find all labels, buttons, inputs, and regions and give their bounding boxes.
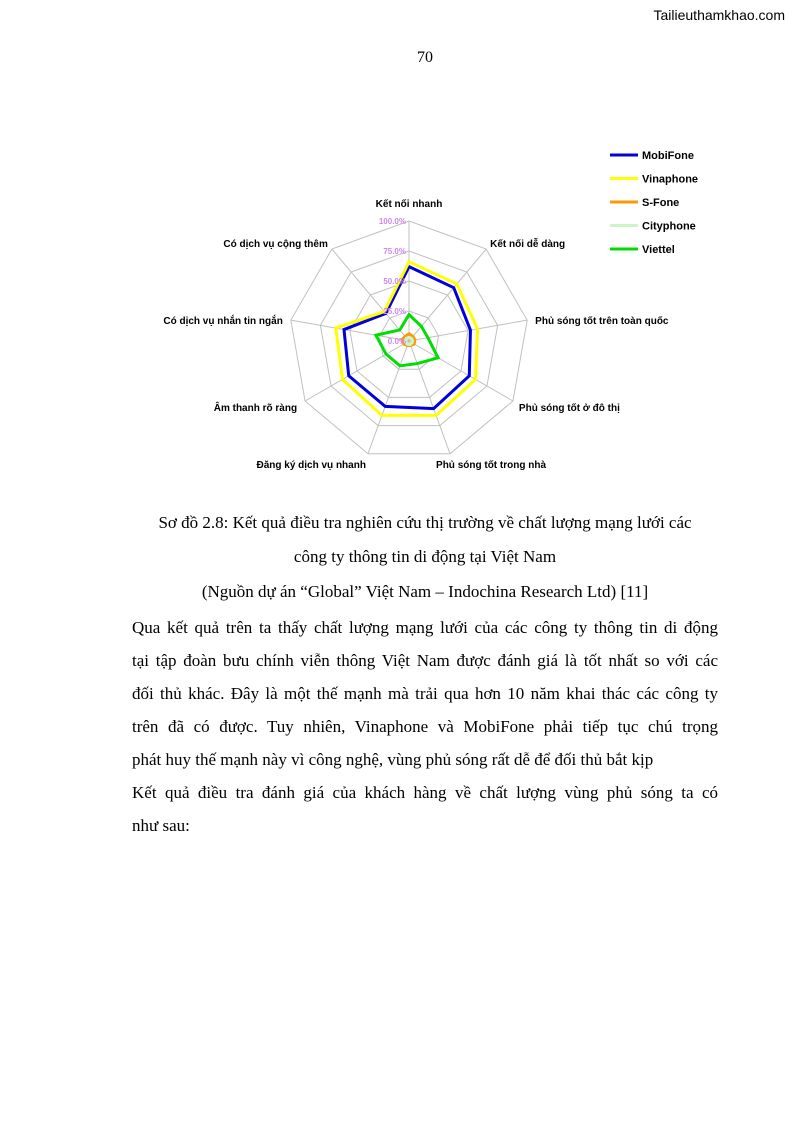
axis-label: Có dịch vụ nhắn tin ngắn: [163, 316, 283, 328]
tick-label: 100.0%: [378, 217, 406, 226]
radar-chart: [140, 140, 720, 470]
legend-label: S-Fone: [642, 197, 680, 209]
tick-label: 50.0%: [383, 277, 406, 286]
figure-caption-line2: công ty thông tin di động tại Việt Nam: [293, 547, 557, 566]
legend-label: Vinaphone: [642, 173, 699, 186]
body-line: tại tập đoàn bưu chính viễn thông Việt Nam được đánh giá là tốt nhất so với các: [132, 651, 718, 670]
body-line: Qua kết quả trên ta thấy chất lượng mạng lưới của các công ty thông tin di động: [132, 618, 718, 637]
body-line: trên đã có được. Tuy nhiên, Vinaphone và MobiFone phải tiếp tục chú trọng: [132, 717, 718, 736]
figure-source: (Nguồn dự án “Global” Việt Nam – Indochina Research Ltd) [11]: [201, 582, 649, 601]
legend-label: Cityphone: [642, 220, 696, 233]
tick-label: 25.0%: [383, 307, 406, 316]
axis-label: Phủ sóng tốt ở đô thị: [518, 403, 620, 414]
axis-label: Phủ sóng tốt trên toàn quốc: [535, 316, 669, 328]
page-number: 70: [417, 49, 433, 66]
legend-label: MobiFone: [642, 150, 694, 162]
axis-label: Âm thanh rõ ràng: [213, 403, 298, 414]
body-paragraph: [132, 611, 718, 842]
axis-label: Kết nối dễ dàng: [490, 239, 566, 251]
figure-caption-line1: Sơ đồ 2.8: Kết quả điều tra nghiên cứu thị trường về chất lượng mạng lưới các: [158, 513, 692, 532]
tick-label: 0.0%: [387, 337, 406, 346]
watermark: Tailieuthamkhao.com: [653, 7, 785, 23]
axis-spoke: [332, 249, 409, 341]
axis-label: Kết nối nhanh: [375, 199, 443, 210]
axis-label: Phủ sóng tốt trong nhà: [436, 459, 547, 470]
legend-label: Viettel: [642, 244, 675, 256]
axis-label: Có dịch vụ cộng thêm: [223, 239, 328, 251]
tick-label: 75.0%: [383, 247, 406, 256]
body-line: như sau:: [132, 816, 190, 835]
body-line: đối thủ khác. Đây là một thế mạnh mà trải qua hơn 10 năm khai thác các công ty: [132, 684, 718, 703]
body-line: Kết quả điều tra đánh giá của khách hàng về chất lượng vùng phủ sóng ta có: [132, 783, 718, 802]
body-line: phát huy thế mạnh này vì công nghệ, vùng phủ sóng rất dễ để đối thủ bắt kịp: [132, 750, 654, 769]
axis-label: Đăng ký dịch vụ nhanh: [256, 459, 366, 470]
